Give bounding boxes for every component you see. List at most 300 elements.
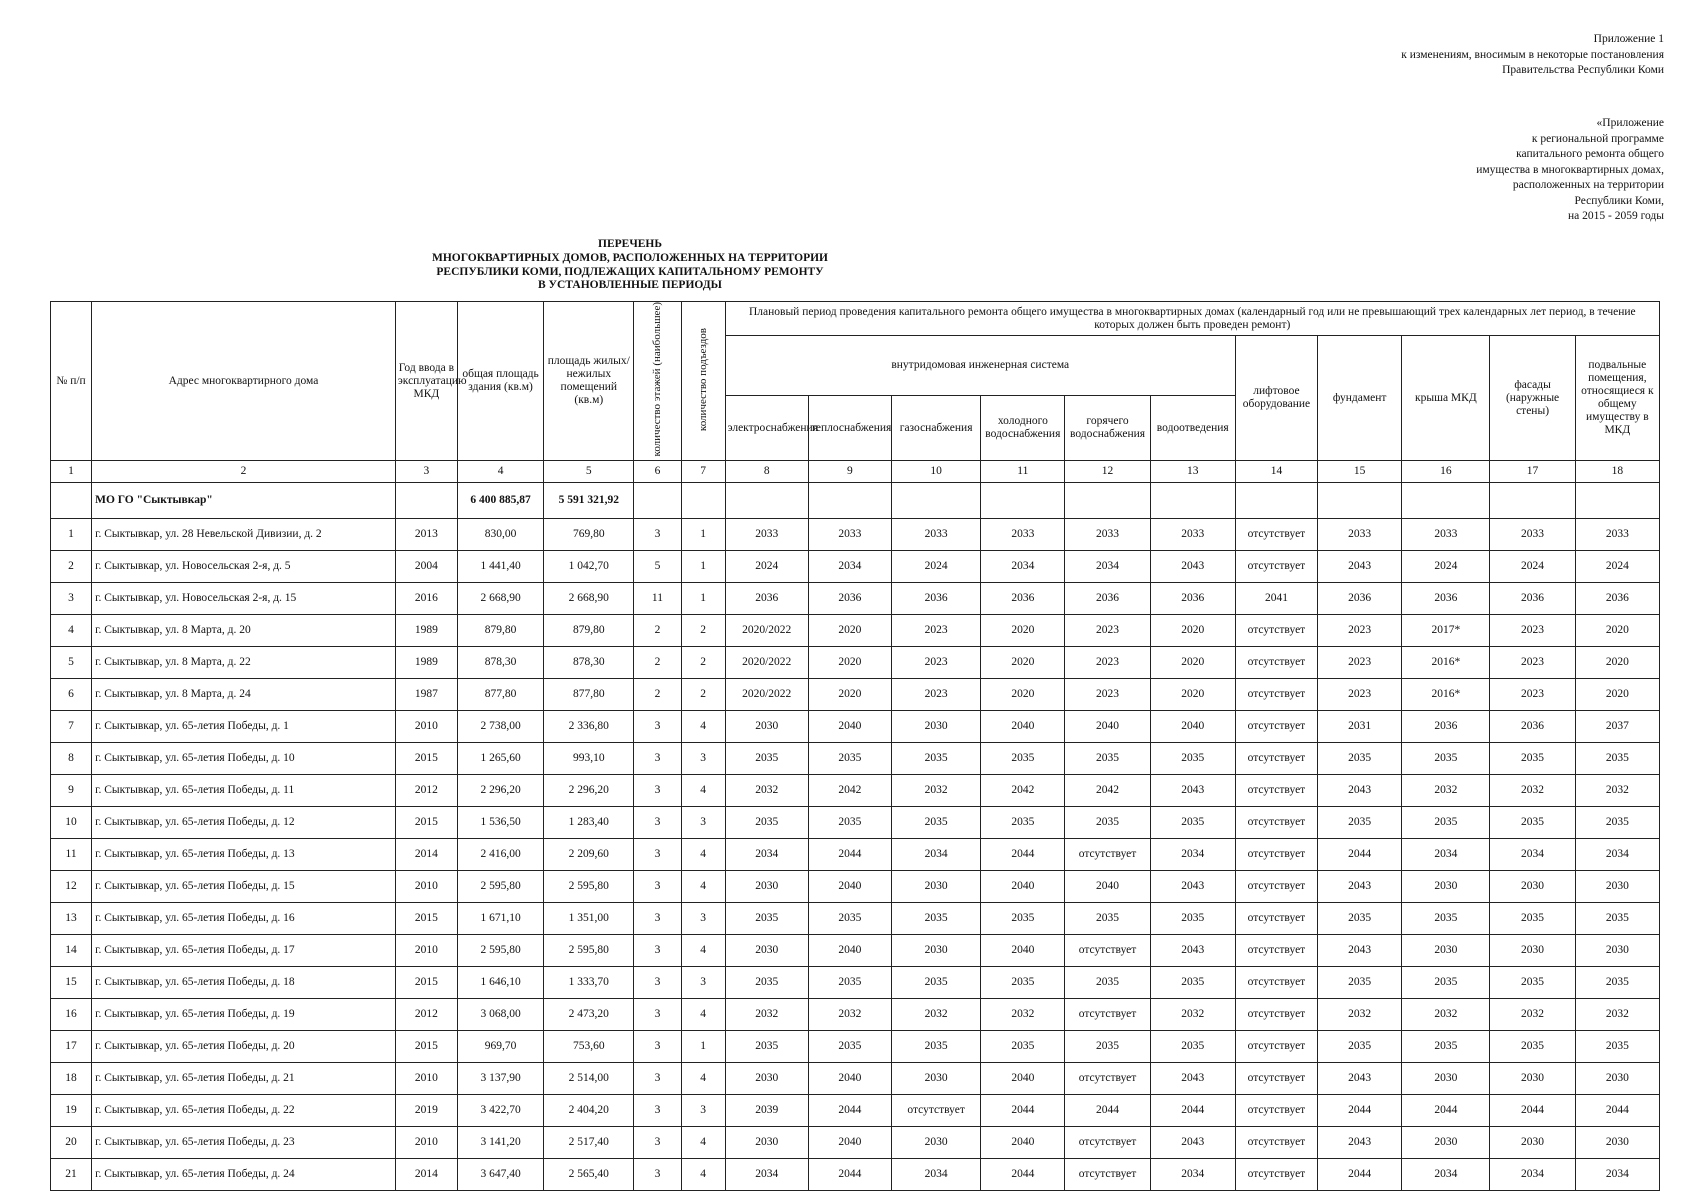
cell-foundation: 2023 [1318,679,1402,711]
cell-heating: 2032 [808,999,891,1031]
cell-cold-water: 2035 [981,807,1065,839]
table-row [51,711,1660,743]
cell-hot-water: 2040 [1065,871,1150,903]
mo-num [51,483,92,519]
cell-floors: 3 [634,807,681,839]
table-row [51,775,1660,807]
cell-electricity: 2030 [725,1063,808,1095]
cell-row-num: 17 [51,1031,92,1063]
cell-hot-water: 2040 [1065,711,1150,743]
cell-facade: 2035 [1490,903,1575,935]
cell-living-area: 2 514,00 [544,1063,634,1095]
cell-elevator: отсутствует [1235,935,1317,967]
cell-floors: 3 [634,519,681,551]
cell-year: 2015 [395,967,457,999]
cell-floors: 3 [634,743,681,775]
cell-total-area: 2 416,00 [457,839,543,871]
cell-heating: 2044 [808,839,891,871]
cell-sewage: 2035 [1150,743,1235,775]
column-numbers-row [51,461,1660,483]
cell-electricity: 2032 [725,775,808,807]
cell-floors: 3 [634,1063,681,1095]
header-floors [634,302,681,461]
cell-heating: 2020 [808,647,891,679]
cell-row-num: 14 [51,935,92,967]
cell-basement: 2035 [1575,903,1659,935]
cell-elevator: отсутствует [1235,1031,1317,1063]
cell-total-area: 879,80 [457,615,543,647]
cell-living-area: 2 565,40 [544,1159,634,1191]
cell-year: 2010 [395,1063,457,1095]
cell-gas: 2032 [892,999,981,1031]
cell-electricity: 2033 [725,519,808,551]
cell-floors: 2 [634,615,681,647]
header-foundation: фундамент [1318,336,1402,461]
cell-sewage: 2043 [1150,551,1235,583]
cell-entrances: 4 [681,1159,725,1191]
cell-address: г. Сыктывкар, ул. 65-летия Победы, д. 12 [92,807,396,839]
cell-roof: 2035 [1402,1031,1490,1063]
cell-living-area: 2 517,40 [544,1127,634,1159]
cell-gas: 2034 [892,1159,981,1191]
cell-cold-water: 2032 [981,999,1065,1031]
cell-entrances: 4 [681,1127,725,1159]
cell-living-area: 1 333,70 [544,967,634,999]
cell-sewage: 2020 [1150,679,1235,711]
table-row [51,647,1660,679]
cell-row-num: 8 [51,743,92,775]
cell-facade: 2032 [1490,775,1575,807]
cell-heating: 2035 [808,967,891,999]
cell-address: г. Сыктывкар, ул. 65-летия Победы, д. 13 [92,839,396,871]
cell-electricity: 2039 [725,1095,808,1127]
cell-entrances: 4 [681,871,725,903]
cell-electricity: 2030 [725,711,808,743]
cell-total-area: 969,70 [457,1031,543,1063]
cell-cold-water: 2040 [981,935,1065,967]
cell-heating: 2042 [808,775,891,807]
cell-address: г. Сыктывкар, ул. 8 Марта, д. 24 [92,679,396,711]
cell-row-num: 10 [51,807,92,839]
cell-entrances: 4 [681,999,725,1031]
column-number: 4 [457,461,543,483]
cell-elevator: отсутствует [1235,775,1317,807]
cell-row-num: 1 [51,519,92,551]
cell-address: г. Сыктывкар, ул. 65-летия Победы, д. 21 [92,1063,396,1095]
cell-electricity: 2032 [725,999,808,1031]
annex-line: Правительства Республики Коми [1502,64,1664,76]
cell-cold-water: 2020 [981,647,1065,679]
cell-elevator: 2041 [1235,583,1317,615]
table-row [51,679,1660,711]
cell-total-area: 3 422,70 [457,1095,543,1127]
cell-elevator: отсутствует [1235,871,1317,903]
cell-electricity: 2035 [725,903,808,935]
header-entrances-label: количество подъездов [697,327,710,431]
cell-row-num: 19 [51,1095,92,1127]
title-line: В УСТАНОВЛЕННЫЕ ПЕРИОДЫ [538,279,722,292]
cell-elevator: отсутствует [1235,1159,1317,1191]
cell-cold-water: 2036 [981,583,1065,615]
cell-electricity: 2035 [725,967,808,999]
cell-living-area: 879,80 [544,615,634,647]
document-title [0,238,1260,293]
cell-entrances: 3 [681,743,725,775]
cell-total-area: 3 137,90 [457,1063,543,1095]
cell-roof: 2036 [1402,583,1490,615]
cell-address: г. Сыктывкар, ул. 65-летия Победы, д. 23 [92,1127,396,1159]
cell-floors: 3 [634,903,681,935]
cell-floors: 2 [634,647,681,679]
cell-address: г. Сыктывкар, ул. 8 Марта, д. 22 [92,647,396,679]
cell-cold-water: 2044 [981,1095,1065,1127]
cell-heating: 2040 [808,935,891,967]
cell-electricity: 2035 [725,807,808,839]
column-number: 5 [544,461,634,483]
cell-foundation: 2044 [1318,839,1402,871]
cell-elevator: отсутствует [1235,711,1317,743]
cell-gas: 2030 [892,871,981,903]
cell-hot-water: 2044 [1065,1095,1150,1127]
cell-sewage: 2043 [1150,935,1235,967]
annex-2-header [1476,116,1664,225]
cell-living-area: 769,80 [544,519,634,551]
cell-hot-water: отсутствует [1065,839,1150,871]
cell-heating: 2035 [808,807,891,839]
cell-elevator: отсутствует [1235,1063,1317,1095]
cell-elevator: отсутствует [1235,519,1317,551]
cell-basement: 2044 [1575,1095,1659,1127]
cell-basement: 2035 [1575,967,1659,999]
cell-total-area: 2 595,80 [457,871,543,903]
cell-foundation: 2043 [1318,871,1402,903]
annex-line: на 2015 - 2059 годы [1567,210,1664,222]
table-row [51,1127,1660,1159]
cell-total-area: 3 647,40 [457,1159,543,1191]
cell-gas: 2030 [892,1127,981,1159]
cell-elevator: отсутствует [1235,839,1317,871]
cell-year: 2015 [395,743,457,775]
mo-empty [1150,483,1235,519]
header-gas: газоснабжения [892,396,981,461]
cell-cold-water: 2033 [981,519,1065,551]
cell-floors: 3 [634,1127,681,1159]
cell-roof: 2036 [1402,711,1490,743]
cell-address: г. Сыктывкар, ул. 65-летия Победы, д. 10 [92,743,396,775]
cell-basement: 2030 [1575,935,1659,967]
cell-living-area: 2 336,80 [544,711,634,743]
cell-gas: 2033 [892,519,981,551]
cell-cold-water: 2040 [981,871,1065,903]
cell-heating: 2020 [808,679,891,711]
cell-year: 2010 [395,1127,457,1159]
cell-year: 2010 [395,711,457,743]
cell-facade: 2035 [1490,967,1575,999]
cell-total-area: 2 595,80 [457,935,543,967]
cell-basement: 2020 [1575,679,1659,711]
cell-facade: 2030 [1490,1063,1575,1095]
header-elevator: лифтовое оборудование [1235,336,1317,461]
cell-electricity: 2020/2022 [725,615,808,647]
header-cold-water: холодного водоснабжения [981,396,1065,461]
cell-row-num: 21 [51,1159,92,1191]
table-row [51,839,1660,871]
cell-cold-water: 2040 [981,711,1065,743]
cell-sewage: 2035 [1150,967,1235,999]
cell-sewage: 2036 [1150,583,1235,615]
cell-total-area: 2 296,20 [457,775,543,807]
cell-address: г. Сыктывкар, ул. 65-летия Победы, д. 11 [92,775,396,807]
cell-sewage: 2033 [1150,519,1235,551]
cell-sewage: 2020 [1150,647,1235,679]
cell-address: г. Сыктывкар, ул. 65-летия Победы, д. 16 [92,903,396,935]
cell-elevator: отсутствует [1235,743,1317,775]
cell-living-area: 2 595,80 [544,935,634,967]
cell-foundation: 2035 [1318,903,1402,935]
cell-foundation: 2044 [1318,1159,1402,1191]
cell-foundation: 2033 [1318,519,1402,551]
cell-living-area: 2 404,20 [544,1095,634,1127]
cell-roof: 2035 [1402,967,1490,999]
cell-sewage: 2043 [1150,775,1235,807]
cell-year: 1989 [395,615,457,647]
cell-basement: 2020 [1575,647,1659,679]
cell-electricity: 2030 [725,1127,808,1159]
cell-living-area: 2 473,20 [544,999,634,1031]
cell-year: 2013 [395,519,457,551]
column-number: 10 [892,461,981,483]
table-row [51,935,1660,967]
cell-entrances: 3 [681,903,725,935]
mo-empty [892,483,981,519]
cell-cold-water: 2035 [981,967,1065,999]
cell-basement: 2034 [1575,839,1659,871]
cell-roof: 2035 [1402,807,1490,839]
cell-sewage: 2032 [1150,999,1235,1031]
cell-row-num: 12 [51,871,92,903]
cell-living-area: 1 283,40 [544,807,634,839]
cell-entrances: 3 [681,967,725,999]
cell-floors: 3 [634,967,681,999]
cell-hot-water: 2035 [1065,743,1150,775]
cell-basement: 2032 [1575,775,1659,807]
cell-roof: 2035 [1402,743,1490,775]
header-engineering: внутридомовая инженерная система [725,336,1235,396]
cell-heating: 2034 [808,551,891,583]
mo-empty [725,483,808,519]
cell-gas: 2035 [892,1031,981,1063]
cell-facade: 2035 [1490,743,1575,775]
cell-basement: 2037 [1575,711,1659,743]
table-row [51,551,1660,583]
cell-elevator: отсутствует [1235,999,1317,1031]
cell-floors: 3 [634,711,681,743]
cell-hot-water: отсутствует [1065,935,1150,967]
cell-total-area: 3 068,00 [457,999,543,1031]
cell-row-num: 9 [51,775,92,807]
cell-year: 1987 [395,679,457,711]
cell-roof: 2032 [1402,775,1490,807]
cell-floors: 3 [634,1095,681,1127]
cell-gas: 2023 [892,679,981,711]
cell-facade: 2034 [1490,839,1575,871]
cell-year: 2010 [395,935,457,967]
annex-line: Приложение 1 [1593,33,1664,45]
cell-gas: 2034 [892,839,981,871]
cell-year: 2004 [395,551,457,583]
cell-row-num: 6 [51,679,92,711]
cell-basement: 2020 [1575,615,1659,647]
column-number: 9 [808,461,891,483]
cell-hot-water: отсутствует [1065,1063,1150,1095]
cell-foundation: 2036 [1318,583,1402,615]
header-sewage: водоотведения [1150,396,1235,461]
header-num: № п/п [51,302,92,461]
table-row [51,743,1660,775]
cell-living-area: 2 296,20 [544,775,634,807]
cell-year: 2012 [395,775,457,807]
cell-year: 2016 [395,583,457,615]
cell-row-num: 7 [51,711,92,743]
cell-entrances: 4 [681,935,725,967]
cell-foundation: 2043 [1318,551,1402,583]
cell-hot-water: 2035 [1065,903,1150,935]
cell-floors: 3 [634,1031,681,1063]
column-number: 18 [1575,461,1659,483]
cell-facade: 2036 [1490,711,1575,743]
cell-elevator: отсутствует [1235,967,1317,999]
cell-facade: 2024 [1490,551,1575,583]
cell-floors: 5 [634,551,681,583]
cell-year: 2014 [395,839,457,871]
title-line: РЕСПУБЛИКИ КОМИ, ПОДЛЕЖАЩИХ КАПИТАЛЬНОМУ РЕМОНТУ [436,265,824,278]
annex-line: капитального ремонта общего [1516,148,1664,160]
cell-basement: 2024 [1575,551,1659,583]
table-row [51,871,1660,903]
cell-electricity: 2034 [725,839,808,871]
cell-living-area: 2 668,90 [544,583,634,615]
mo-empty [1235,483,1317,519]
column-number: 11 [981,461,1065,483]
cell-basement: 2035 [1575,743,1659,775]
table-row [51,1095,1660,1127]
cell-gas: 2035 [892,743,981,775]
cell-electricity: 2034 [725,1159,808,1191]
column-number: 7 [681,461,725,483]
cell-gas: 2024 [892,551,981,583]
cell-cold-water: 2035 [981,903,1065,935]
cell-roof: 2033 [1402,519,1490,551]
cell-roof: 2035 [1402,903,1490,935]
cell-foundation: 2032 [1318,999,1402,1031]
cell-roof: 2034 [1402,1159,1490,1191]
mo-empty [1065,483,1150,519]
cell-roof: 2016* [1402,647,1490,679]
cell-hot-water: 2036 [1065,583,1150,615]
cell-year: 2015 [395,903,457,935]
cell-electricity: 2036 [725,583,808,615]
cell-elevator: отсутствует [1235,679,1317,711]
cell-facade: 2030 [1490,871,1575,903]
cell-roof: 2030 [1402,871,1490,903]
cell-entrances: 4 [681,1063,725,1095]
cell-year: 2019 [395,1095,457,1127]
mo-empty [981,483,1065,519]
cell-basement: 2034 [1575,1159,1659,1191]
mo-empty [1318,483,1402,519]
cell-basement: 2035 [1575,1031,1659,1063]
cell-entrances: 2 [681,615,725,647]
cell-row-num: 13 [51,903,92,935]
cell-address: г. Сыктывкар, ул. 65-летия Победы, д. 18 [92,967,396,999]
houses-table [50,301,1660,1191]
column-number: 6 [634,461,681,483]
cell-row-num: 15 [51,967,92,999]
cell-foundation: 2044 [1318,1095,1402,1127]
cell-address: г. Сыктывкар, ул. 65-летия Победы, д. 20 [92,1031,396,1063]
cell-year: 2015 [395,1031,457,1063]
cell-entrances: 2 [681,647,725,679]
cell-total-area: 3 141,20 [457,1127,543,1159]
cell-address: г. Сыктывкар, ул. 65-летия Победы, д. 17 [92,935,396,967]
cell-electricity: 2020/2022 [725,679,808,711]
cell-floors: 3 [634,1159,681,1191]
cell-living-area: 1 042,70 [544,551,634,583]
cell-heating: 2044 [808,1095,891,1127]
cell-sewage: 2034 [1150,1159,1235,1191]
table-row [51,615,1660,647]
header-period: Плановый период проведения капитального ремонта общего имущества в многоквартирных домах (календарный год или не превышающий трех календарных лет период, в течение которых должен быть проведен ремонт) [725,302,1659,336]
cell-entrances: 4 [681,775,725,807]
cell-total-area: 1 265,60 [457,743,543,775]
header-year: Год ввода в эксплуатацию МКД [395,302,457,461]
header-electricity: электроснабжения [725,396,808,461]
cell-foundation: 2043 [1318,775,1402,807]
cell-entrances: 1 [681,1031,725,1063]
cell-sewage: 2035 [1150,1031,1235,1063]
cell-floors: 3 [634,871,681,903]
cell-address: г. Сыктывкар, ул. 65-летия Победы, д. 15 [92,871,396,903]
cell-total-area: 1 536,50 [457,807,543,839]
column-number: 16 [1402,461,1490,483]
cell-entrances: 1 [681,551,725,583]
cell-cold-water: 2020 [981,679,1065,711]
table-row [51,1031,1660,1063]
table-row [51,1063,1660,1095]
cell-cold-water: 2034 [981,551,1065,583]
cell-living-area: 2 209,60 [544,839,634,871]
cell-year: 2014 [395,1159,457,1191]
cell-facade: 2030 [1490,935,1575,967]
mo-empty [808,483,891,519]
header-heating: теплоснабжения [808,396,891,461]
cell-total-area: 1 671,10 [457,903,543,935]
cell-cold-water: 2040 [981,1063,1065,1095]
cell-elevator: отсутствует [1235,551,1317,583]
cell-hot-water: 2023 [1065,615,1150,647]
header-total-area: общая площадь здания (кв.м) [457,302,543,461]
cell-floors: 3 [634,999,681,1031]
cell-floors: 3 [634,935,681,967]
column-number: 15 [1318,461,1402,483]
table-row [51,967,1660,999]
cell-facade: 2034 [1490,1159,1575,1191]
cell-row-num: 20 [51,1127,92,1159]
cell-hot-water: 2035 [1065,967,1150,999]
column-number: 8 [725,461,808,483]
cell-sewage: 2035 [1150,903,1235,935]
header-facade: фасады (наружные стены) [1490,336,1575,461]
